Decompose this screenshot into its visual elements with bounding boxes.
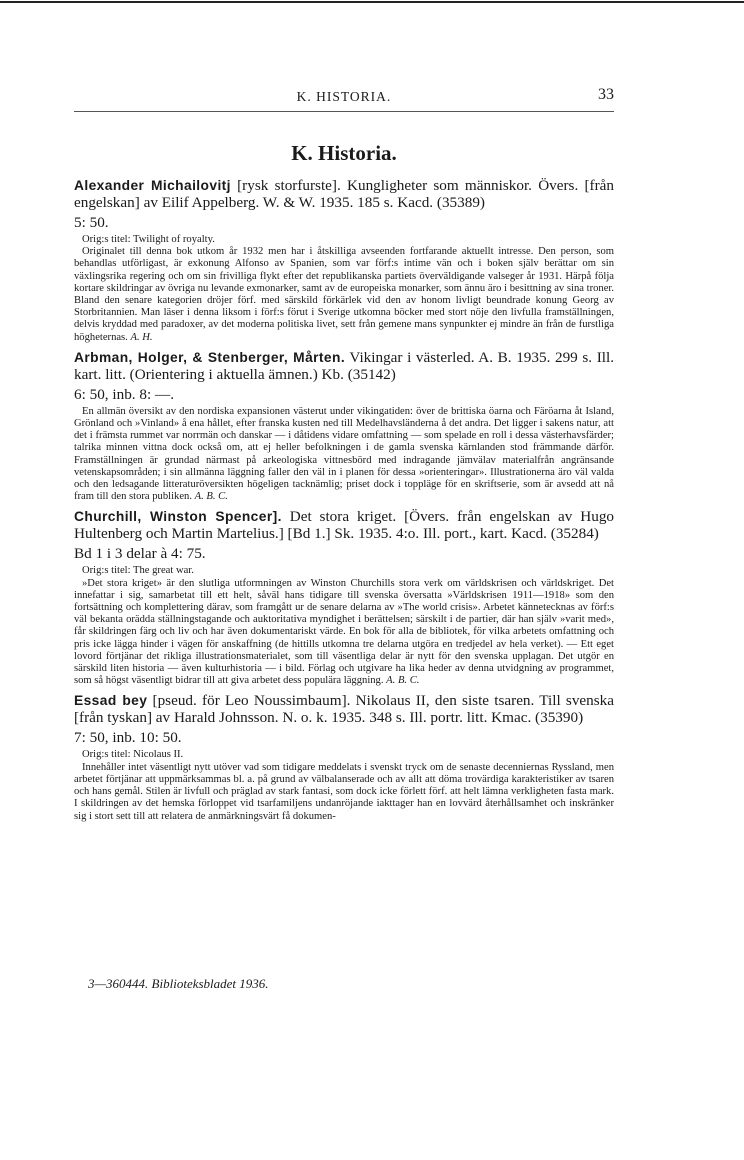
entry-original-title: Orig:s titel: Twilight of royalty. — [82, 234, 215, 245]
entry-review — [74, 246, 614, 344]
entry-review-text: Innehåller intet väsentligt nytt utöver vad som tidigare meddelats i svenskt tryck om de senaste decenniernas Ryssland, men arbetet förtjänar att uppmärksammas bl. a. på grund av välbalanserade och av allt att döma trovärdiga karakteristiker av tsaren och hans gemål. Stilen är livfull och präglad av stark fantasi, som dock icke förlett förf. att helt lämna verkligheten fasta mark. I skildringen av det hemska förloppet vid tsarfamiljens undanröjande iakttager han en lovvärd återhållsamhet och inskränker sig i stort sett till att relatera de anmärkningsvärt få dokumen- — [74, 761, 614, 822]
entry-original-title: Orig:s titel: Nicolaus II. — [82, 749, 184, 761]
entry-price: 5: 50. — [74, 214, 109, 231]
entry-review-text: »Det stora kriget» är den slutliga utformningen av Winston Churchills stora verk om världskrisen och världskriget. Det innefattar i sig, samarbetat till ett helt, såväl hans tidigare till svenska översatta »Världskrisen 1911—1918» som den fortsättning och komplettering därav, som framgått ur de senare delarna av »The world crisis». Arbetet kännetecknas av förf:s väl bekanta orädda ställningstagande och auktoritativa myndighet i berättelsen; särskilt i de partier, där han själv »varit med», får skildringen färg och liv och har även dokumentariskt värde. En bok för alla de bibliotek, för vilka arbetets omfattning och pris icke lägga hinder i vägen för anskaffning (de hittills utkomna tre delarna utgöra en tredjedel av hela verket). — Ett eget lovord förtjänar det rikliga illustrationsmaterialet, som till väsentliga delar är nytt för den svenska upplagan. Det utgör en särskild liten historia — även kulturhistoria — i bild. Förlag och utgivare ha lika heder av denna utvidgning av programmet, som så högst väsentligt bidrar till att giva arbetet dess populära läggning. — [74, 577, 614, 687]
entry — [74, 349, 614, 504]
entry — [74, 692, 614, 822]
entry-review — [74, 762, 614, 823]
entry-heading — [74, 508, 614, 542]
entry-price: Bd 1 i 3 delar à 4: 75. — [74, 545, 206, 563]
footer-signature-line: 3—360444. Biblioteksbladet 1936. — [88, 976, 269, 991]
entry-bibliographic-info: Det stora kriget. [Övers. från engelskan av Hugo Hultenberg och Martin Martelius.] [Bd 1.] Sk. 1935. 4:o. Ill. port., kart. Kacd. (35284) — [74, 508, 615, 543]
entry-review — [74, 578, 614, 688]
entry-price: 7: 50, inb. 10: 50. — [74, 729, 182, 747]
entry-review-text: Originalet till denna bok utkom år 1932 men har i åtskilliga avseenden fortfarande aktuellt intresse. Den person, som behandlas utförligast, är exkonung Alfonso av Spanien, som var förf:s intime vän och i boken själv berättar om sin växlingsrika regering och om sin frivilliga flykt efter det republikanska partiets överväldigande valseger år 1931. Härpå följa kortare skildringar av övriga nu levande exmonarker, samt av de europeiska monarker, som ännu äro i besittning av sina troner. Bland den senare kategorien dröjer förf. med särskild förkärlek vid den av honom livligt beundrade konung Georg av Storbritannien. Man läser i denna liksom i förf:s förut i Sverige utkomna böcker med stort nöje den livfulla framställningen, delvis kryddad med paradoxer, av det moderna politiska livet, sett från gemene mans synpunkter ej mindre än från de furstliga högheternas. — [74, 246, 614, 343]
entries-list — [74, 177, 614, 828]
entry-bibliographic-info: [rysk storfurste]. Kungligheter som människor. Övers. [från engelskan] av Eilif Appelberg. W. & W. 1935. 185 s. Kacd. (35389) — [74, 177, 614, 211]
section-title: K. Historia. — [291, 141, 397, 165]
entry-heading — [74, 692, 614, 726]
entry-bibliographic-info: [pseud. för Leo Noussimbaum]. Nikolaus II, den siste tsaren. Till svenska [från tyskan] av Harald Johnsson. N. o. k. 1935. 348 s. Ill. portr. litt. Kmac. (35390) — [74, 692, 614, 727]
entry-signature: A. B. C. — [386, 675, 420, 687]
entry — [74, 508, 614, 687]
entry-author: Churchill, Winston Spencer]. — [74, 509, 282, 525]
entry-author: Alexander Michailovitj — [74, 178, 231, 193]
entry-signature: A. H. — [130, 331, 153, 343]
entry-price: 6: 50, inb. 8: —. — [74, 385, 174, 403]
entry — [74, 177, 614, 344]
entry-signature: A. B. C. — [194, 491, 228, 503]
entry-original-title: Orig:s titel: The great war. — [82, 565, 194, 577]
entry-review-text: En allmän översikt av den nordiska expansionen västerut under vikingatiden: över de brittiska öarna och Färöarna åt Island, Grönland och »Vinland» å ena hållet, efter franska kusten ned till Medelhavsländerna å det andra. Det ligger i sakens natur, att det i främsta rummet var norrmän och danskar — i dåtidens vidare omfattning — som spelade en roll i dessa västerhavsfärder; talrika minnen vittna dock också om, att ej heller befolkningen i de gamla svenska kärnlanden stod främmande därför. Framställningen är grundad närmast på arkeologiska vittnesbörd med indragande jämvälav materialfrån angränsande vetenskapsområden; i sin allmänna läggning faller den väl in i planen för dessa »orienteringar». Illustrationerna äro väl valda och den ledsagande litteraturöversikten högeligen tacknämlig; priset dock i toppläge för en skriftserie, som är avsedd att nå fram till den stora publiken. — [74, 405, 614, 503]
entry-author: Essad bey — [74, 693, 148, 709]
page-number: 33 — [598, 86, 614, 103]
entry-review — [74, 406, 614, 504]
entry-author: Arbman, Holger, & Stenberger, Mårten. — [74, 349, 346, 365]
entry-heading — [74, 177, 614, 211]
header-rule — [74, 111, 614, 112]
entry-heading — [74, 349, 614, 383]
running-header — [74, 88, 614, 108]
running-head: K. HISTORIA. — [296, 89, 392, 104]
top-border — [0, 1, 744, 3]
entry-bibliographic-info: Vikingar i västerled. A. B. 1935. 299 s. Ill. kart. litt. (Orientering i aktuella ämnen.) Kb. (35142) — [74, 348, 614, 383]
